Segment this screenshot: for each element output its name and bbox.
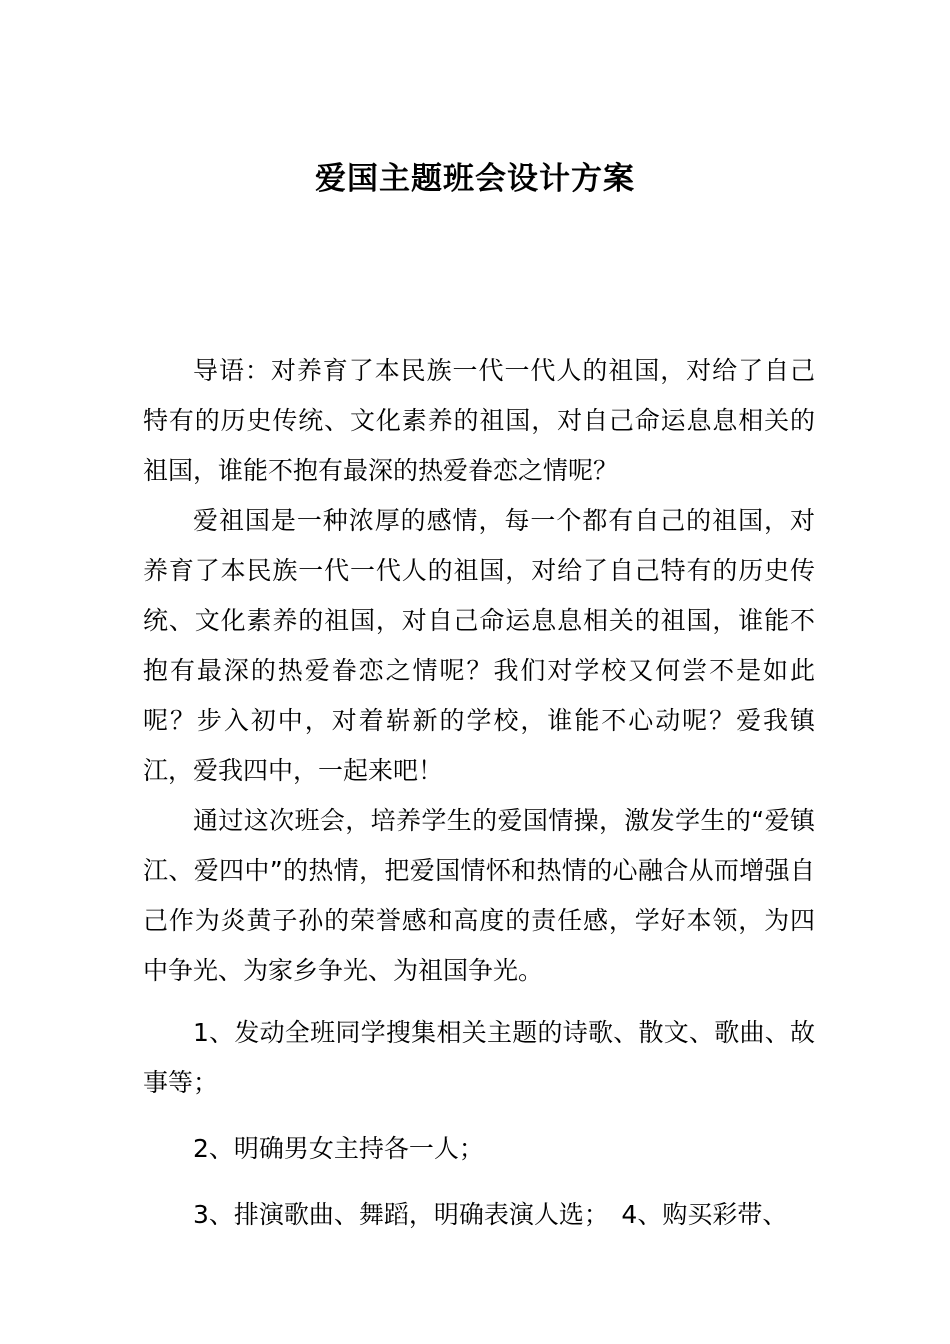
list-item: 1、发动全班同学搜集相关主题的诗歌、散文、歌曲、故事等； (143, 1018, 815, 1097)
document-title: 爱国主题班会设计方案 (315, 161, 635, 197)
body-paragraph: 通过这次班会，培养学生的爱国情操，激发学生的“爱镇江、爱四中”的热情，把爱国情怀和热情的心融合从而增强自己作为炎黄子孙的荣誉感和高度的责任感，学好本领，为四中争光、为家乡争光、为祖国争光。 (143, 806, 815, 985)
body-paragraph: 爱祖国是一种浓厚的感情，每一个都有自己的祖国，对养育了本民族一代一代人的祖国，对给了自己特有的历史传统、文化素养的祖国，对自己命运息息相关的祖国，谁能不抱有最深的热爱眷恋之情呢？我们对学校又何尝不是如此呢？步入初中，对着崭新的学校，谁能不心动呢？爱我镇江，爱我四中，一起来吧！ (143, 506, 815, 785)
list-item: 2、明确男女主持各一人； (193, 1134, 484, 1163)
document-body (143, 346, 815, 1240)
list-item: 3、排演歌曲、舞蹈，明确表演人选； 4、购买彩带、 (193, 1200, 788, 1229)
intro-paragraph: 导语：对养育了本民族一代一代人的祖国，对给了自己特有的历史传统、文化素养的祖国，对自己命运息息相关的祖国，谁能不抱有最深的热爱眷恋之情呢？ (143, 356, 815, 485)
